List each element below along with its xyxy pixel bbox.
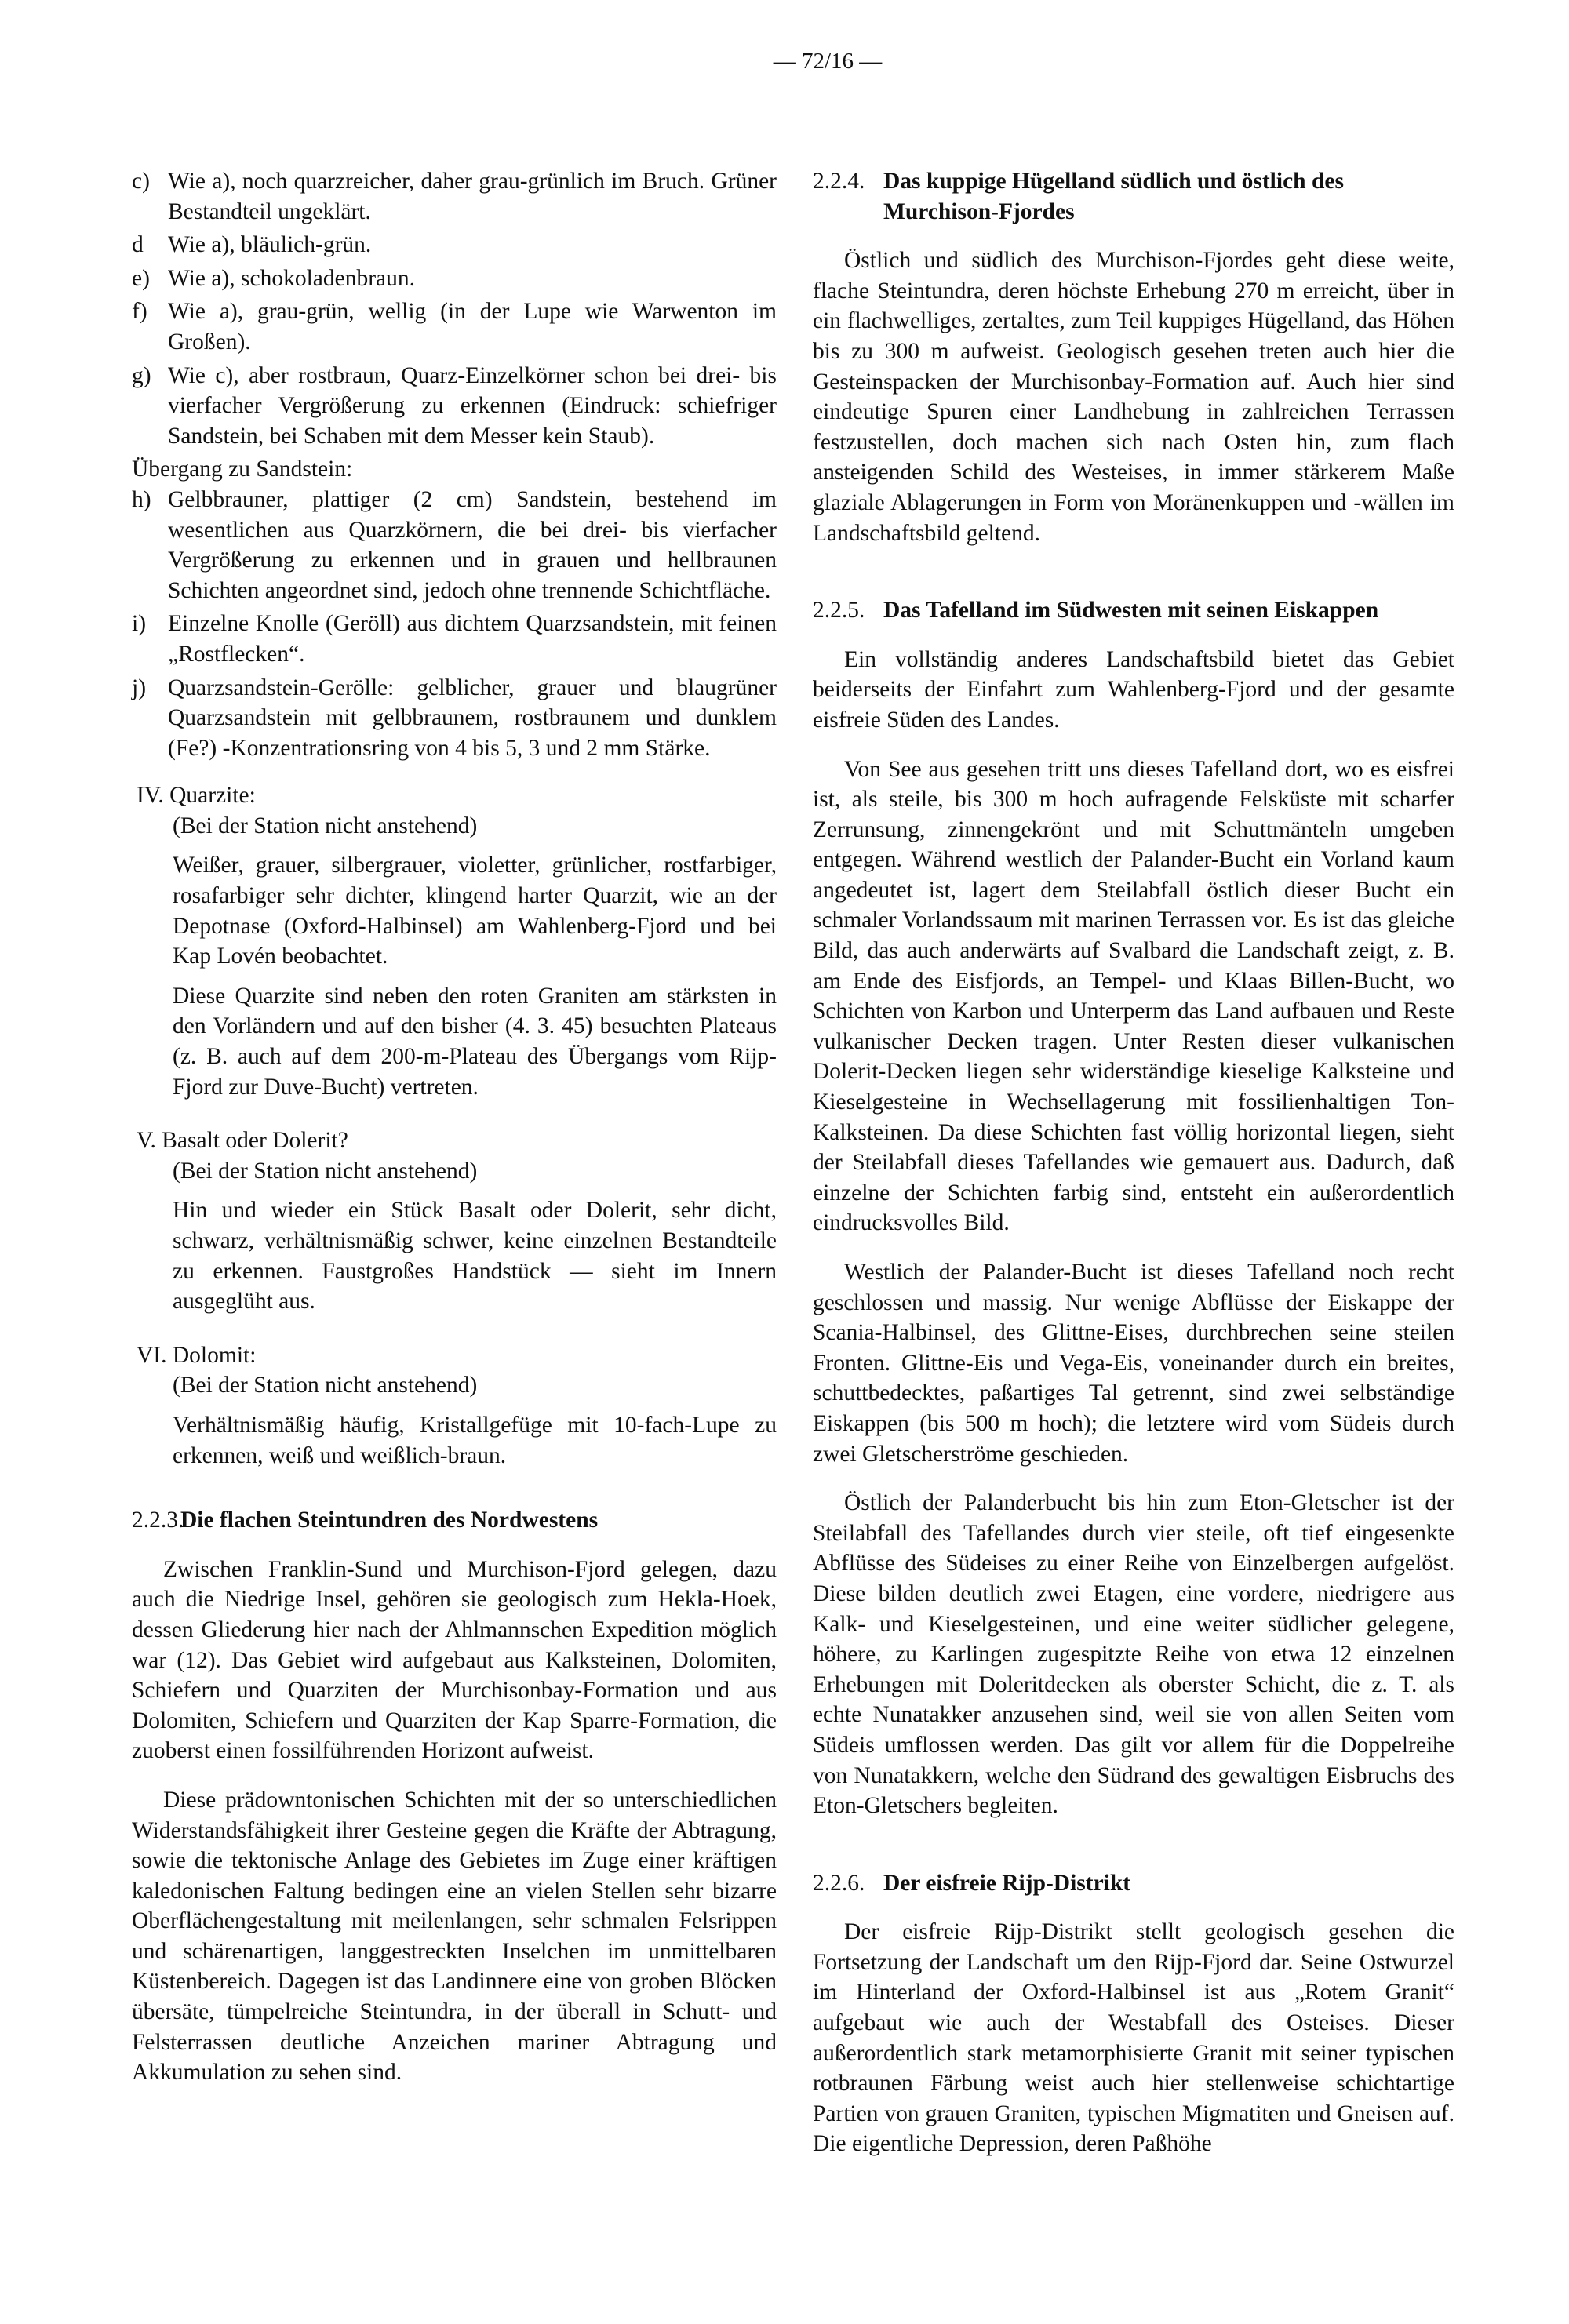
item-label: j) (132, 675, 147, 700)
list-item (132, 230, 777, 260)
rock-section (132, 1340, 777, 1471)
right-column (813, 166, 1454, 2159)
section-2-2-3 (132, 1505, 777, 2088)
item-text: Wie a), schokoladenbraun. (168, 265, 415, 291)
item-text: Gelbbrauner, plattiger (2 cm) Sandstein, bestehend im wesentlichen aus Quarzkörnern, die bei drei- bis vierfacher Vergrößerung zu erkennen und in grauen und hellbraunen Schichten angeordnet sind, jedoch ohne trennende Schichtfläche. (168, 486, 777, 603)
list-item (132, 609, 777, 669)
paragraph: Östlich der Palanderbucht bis hin zum Eton-Gletscher ist der Steilabfall des Tafellandes durch vier steile, oft tief eingesenkte Abflüsse des Südeises zu einer Reihe von Einzelbergen aufgelöst. Diese bilden deutlich zwei Etagen, eine vordere, niedrigere aus Kalk- und Kieselgesteinen, und eine weiter südlicher gelegene, höhere, zu Karlingen zugespitzte Reihe von etwa 12 einzelnen Erhebungen mit Doleritdecken als oberster Schicht, die z. T. als echte Nunatakker anzusehen sind, weil sie von allen Seiten vom Südeis umflossen werden. Das gilt vor allem für die Doppelreihe von Nunatakkern, welche den Südrand des gewaltigen Eisbruchs des Eton-Gletschers begleiten. (813, 1490, 1454, 1819)
paragraph: Westlich der Palander-Bucht ist dieses Tafelland noch recht geschlossen und massig. Nur wenige Abflüsse der Eiskappe der Scania-Halbinsel, des Glittne-Eises, durchbrechen seine steilen Fronten. Glittne-Eis und Vega-Eis, voneinander durch ein breites, schuttbedecktes, paßartiges Tal getrennt, sind zwei selbständige Eiskappen (bis 500 m hoch); die letztere wird vom Südeis durch zwei Gletscherströme geschieden. (813, 1260, 1454, 1467)
list-item (132, 361, 777, 452)
item-text: Wie c), aber rostbraun, Quarz-Einzelkörner schon bei drei- bis vierfacher Vergrößerung zu erkennen (Eindruck: schiefriger Sandstein, bei Schaben mit dem Messer kein Staub). (168, 362, 777, 449)
item-text: Einzelne Knolle (Geröll) aus dichtem Quarzsandstein, mit feinen „Rostflecken“. (168, 611, 777, 667)
section-heading: 2.2.5. Das Tafelland im Südwesten mit seinen Eiskappen (813, 598, 1379, 624)
rock-list-c-g (132, 166, 777, 451)
list-item (132, 485, 777, 606)
item-label: e) (132, 265, 150, 291)
rock-section-body (173, 1370, 777, 1471)
paragraph: Östlich und südlich des Murchison-Fjordes geht diese weite, flache Steintundra, deren höchste Erhebung 270 m erreicht, über in ein flachwelliges, zertaltes, zum Teil kuppiges Hügelland, das Höhen bis zu 300 m aufweist. Geologisch gesehen treten auch hier die Gesteinspacken der Murchisonbay-Formation auf. Auch hier sind eindeutige Spuren einer Landhebung in zahlreichen Terrassen festzustellen, doch machen sich nach Osten hin, zum flach ansteigenden Schild des Westeises, in immer stärkerem Maße glaziale Ablagerungen in Form von Moränenkuppen und -wällen im Landschaftsbild geltend. (813, 248, 1454, 546)
rock-section-note: (Bei der Station nicht anstehend) (173, 1373, 478, 1398)
transition-heading: Übergang zu Sandstein: (132, 456, 353, 482)
item-text: Wie a), noch quarzreicher, daher grau-grünlich im Bruch. Grüner Bestandteil ungeklärt. (168, 169, 777, 224)
rock-section-body (173, 1156, 777, 1317)
item-text: Wie a), bläulich-grün. (168, 232, 372, 258)
section-2-2-4 (813, 166, 1454, 548)
list-item (132, 264, 777, 294)
paragraph: Ein vollständig anderes Landschaftsbild bietet das Gebiet beiderseits der Einfahrt zum Wahlenberg-Fjord und der gesamte eisfreie Süden des Landes. (813, 646, 1454, 733)
paragraph: Der eisfreie Rijp-Distrikt stellt geologisch gesehen die Fortsetzung der Landschaft um den Rijp-Fjord dar. Seine Ostwurzel im Hinterland der Oxford-Halbinsel ist aus „Rotem Granit“ aufgebaut wie auch der Westabfall des Osteises. Dieser außerordentlich stark metamorphisierte Granit mit seiner typischen rotbraunen Färbung weist auch hier stellenweise schichtartige Partien von grauen Graniten, typischen Migmatiten und Gneisen auf. Die eigentliche Depression, deren Paßhöhe (813, 1919, 1454, 2157)
item-text: Quarzsandstein-Gerölle: gelblicher, grauer und blaugrüner Quarzsandstein mit gelbbraunem, rostbraunem und dunklem (Fe?) -Konzentrationsring von 4 bis 5, 3 und 2 mm Stärke. (168, 675, 777, 761)
rock-section-title: VI. Dolomit: (137, 1342, 257, 1368)
section-heading: 2.2.3. Die flachen Steintundren des Nordwestens (132, 1508, 599, 1533)
item-label: d (132, 232, 144, 258)
paragraph: Hin und wieder ein Stück Basalt oder Dolerit, sehr dicht, schwarz, verhältnismäßig schwer, keine einzelnen Bestandteile zu erkennen. Faustgroßes Handstück — sieht im Innern ausgeglüht aus. (173, 1198, 777, 1315)
rock-section-note: (Bei der Station nicht anstehend) (173, 813, 478, 838)
rock-section (132, 1126, 777, 1317)
rock-list-h-j (132, 485, 777, 763)
section-heading: 2.2.6. Der eisfreie Rijp-Distrikt (813, 1870, 1131, 1896)
rock-section-note: (Bei der Station nicht anstehend) (173, 1158, 478, 1184)
paragraph: Verhältnismäßig häufig, Kristallgefüge mit 10-fach-Lupe zu erkennen, weiß und weißlich-braun. (173, 1412, 777, 1468)
paragraph: Zwischen Franklin-Sund und Murchison-Fjord gelegen, dazu auch die Niedrige Insel, gehören sie geologisch zum Hekla-Hoek, dessen Gliederung hier nach der Ahlmannschen Expedition möglich war (12). Das Gebiet wird aufgebaut aus Kalksteinen, Dolomiten, Schiefern und Quarziten der Murchisonbay-Formation und aus Dolomiten, Schiefern und Quarziten der Kap Sparre-Formation, die zuoberst einen fossilführenden Horizont aufweist. (132, 1556, 777, 1764)
item-label: c) (132, 169, 150, 194)
section-2-2-5 (813, 595, 1454, 1821)
rock-sections (132, 780, 777, 1471)
item-label: f) (132, 299, 147, 325)
section-2-2-6 (813, 1868, 1454, 2159)
rock-section (132, 780, 777, 1102)
item-label: h) (132, 486, 151, 512)
list-item (132, 166, 777, 227)
rock-section-body (173, 811, 777, 1102)
item-label: i) (132, 611, 147, 637)
paragraph: Von See aus gesehen tritt uns dieses Tafelland dort, wo es eisfrei ist, als steile, bis 300 m hoch aufragende Felsküste mit scharfer Zerrunsung, zinnengekrönt und mit Schuttmänteln umgeben entgegen. Während westlich der Palander-Bucht ein Vorland kaum angedeutet ist, lagert dem Steilabfall östlich dieser Bucht ein schmaler Vorlandssaum mit marinen Terrassen vor. Es ist das gleiche Bild, das auch anderwärts auf Svalbard die Landschaft zeigt, z. B. am Ende des Eisfjords, an Tempel- und Klaas Billen-Bucht, wo Schichten von Karbon und Unterperm das Land aufbauen und Reste vulkanischer Decken tragen. Unter Resten dieser vulkanischen Dolerit-Decken liegen sehr widerständige kieselige Kalksteine und Kieselgesteine in Wechsellagerung mit fossilienhaltigen Ton-Kalksteinen. Da diese Schichten fast völlig horizontal liegen, sieht der Steilabfall dieses Tafellandes wie gemauert aus. Dadurch, daß einzelne der Schichten farbig sind, entsteht ein außerordentlich eindrucksvolles Bild. (813, 756, 1454, 1236)
list-item (132, 296, 777, 357)
list-item (132, 673, 777, 764)
left-column (132, 166, 777, 2088)
section-heading: 2.2.4. Das kuppige Hügelland südlich und östlich des Murchison-Fjordes (813, 169, 1344, 224)
item-label: g) (132, 362, 151, 388)
rock-section-title: IV. Quarzite: (137, 783, 256, 809)
item-text: Wie a), grau-grün, wellig (in der Lupe wie Warwenton im Großen). (168, 299, 777, 355)
page-number: — 72/16 — (773, 49, 883, 74)
rock-section-title: V. Basalt oder Dolerit? (137, 1128, 348, 1154)
paragraph: Weißer, grauer, silbergrauer, violetter, grünlicher, rostfarbiger, rosafarbiger sehr dichter, klingend harter Quarzit, wie an der Depotnase (Oxford-Halbinsel) am Wahlenberg-Fjord und bei Kap Lovén beobachtet. (173, 853, 777, 969)
paragraph: Diese Quarzite sind neben den roten Graniten am stärksten in den Vorländern und auf den bisher (4. 3. 45) besuchten Plateaus (z. B. auch auf dem 200-m-Plateau des Übergangs vom Rijp-Fjord zur Duve-Bucht) vertreten. (173, 983, 777, 1100)
paragraph: Diese prädowntonischen Schichten mit der so unterschiedlichen Widerstandsfähigkeit ihrer Gesteine gegen die Kräfte der Abtragung, sowie die tektonische Anlage des Gebietes im Zuge einer kräftigen kaledonischen Faltung bedingen eine an vielen Stellen sehr bizarre Oberflächengestaltung mit meilenlangen, sehr schmalen Felsrippen und schärenartigen, langgestreckten Inselchen im unmittelbaren Küstenbereich. Dagegen ist das Landinnere eine von groben Blöcken übersäte, tümpelreiche Steintundra, in der überall in Schutt- und Felsterrassen deutliche Anzeichen mariner Abtragung und Akkumulation zu sehen sind. (132, 1787, 777, 2086)
